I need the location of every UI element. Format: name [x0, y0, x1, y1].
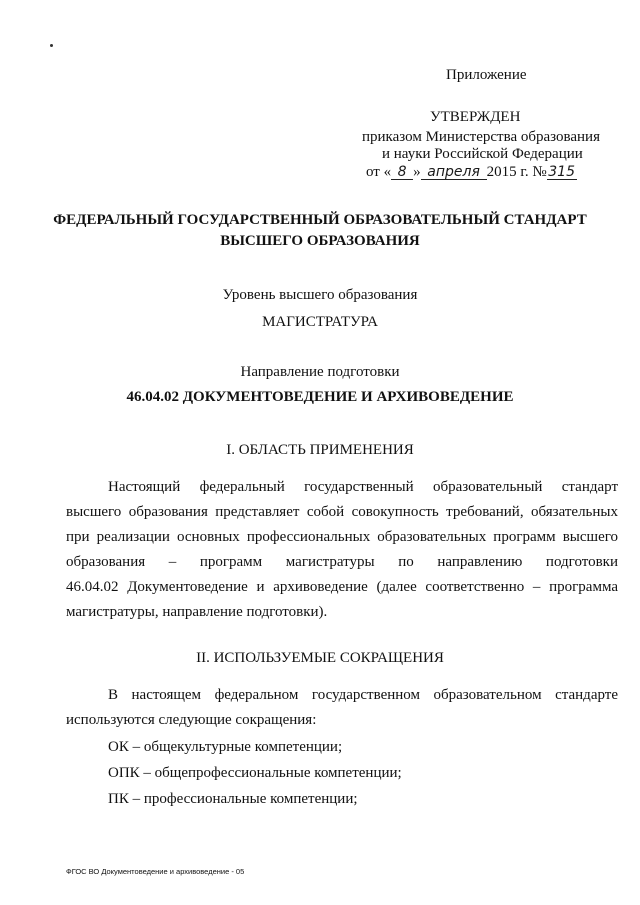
scan-dot — [50, 44, 53, 47]
section-1-line: при реализации основных профессиональных образовательных программ высшего — [66, 529, 618, 545]
section-2-heading: II. ИСПОЛЬЗУЕМЫЕ СОКРАЩЕНИЯ — [196, 650, 444, 666]
section-2-line: используются следующие сокращения: — [66, 712, 317, 728]
date-mid: » — [413, 164, 421, 180]
approved-label: УТВЕРЖДЕН — [430, 109, 521, 125]
direction-value: 46.04.02 ДОКУМЕНТОВЕДЕНИЕ И АРХИВОВЕДЕНИЕ — [126, 389, 514, 405]
section-1-line: Настоящий федеральный государственный образовательный стандарт — [108, 479, 618, 495]
order-date-line — [366, 165, 577, 180]
date-prefix: от « — [366, 164, 392, 180]
section-1-line: высшего образования представляет собой совокупность требований, обязательных — [66, 504, 618, 520]
order-number: 315 — [548, 164, 575, 180]
page-footer: ФГОС ВО Документоведение и архивоведение - 05 — [66, 867, 245, 876]
order-line-1: приказом Министерства образования — [362, 129, 600, 145]
section-1-line: магистратуры, направление подготовки). — [66, 604, 328, 620]
education-level-value: МАГИСТРАТУРА — [262, 314, 378, 330]
education-level-label: Уровень высшего образования — [222, 287, 418, 303]
abbreviation-item: ПК – профессиональные компетенции; — [108, 791, 358, 807]
date-day: 8 — [391, 165, 413, 180]
section-2-line: В настоящем федеральном государственном образовательном стандарте — [108, 687, 618, 703]
order-line-2: и науки Российской Федерации — [382, 146, 583, 162]
date-year: 2015 г. № — [486, 164, 547, 180]
section-1-heading: I. ОБЛАСТЬ ПРИМЕНЕНИЯ — [226, 442, 414, 458]
appendix-label: Приложение — [446, 67, 527, 83]
abbreviation-item: ОПК – общепрофессиональные компетенции; — [108, 765, 402, 781]
date-month: апреля — [421, 165, 487, 180]
abbreviation-item: ОК – общекультурные компетенции; — [108, 739, 343, 755]
document-title-line-1: ФЕДЕРАЛЬНЫЙ ГОСУДАРСТВЕННЫЙ ОБРАЗОВАТЕЛЬНЫЙ СТАНДАРТ — [53, 212, 587, 228]
direction-label: Направление подготовки — [240, 364, 400, 380]
section-1-line: образования – программ магистратуры по направлению подготовки — [66, 554, 618, 570]
document-title-line-2: ВЫСШЕГО ОБРАЗОВАНИЯ — [220, 233, 420, 249]
section-1-line: 46.04.02 Документоведение и архивоведение (далее соответственно – программа — [66, 579, 618, 595]
